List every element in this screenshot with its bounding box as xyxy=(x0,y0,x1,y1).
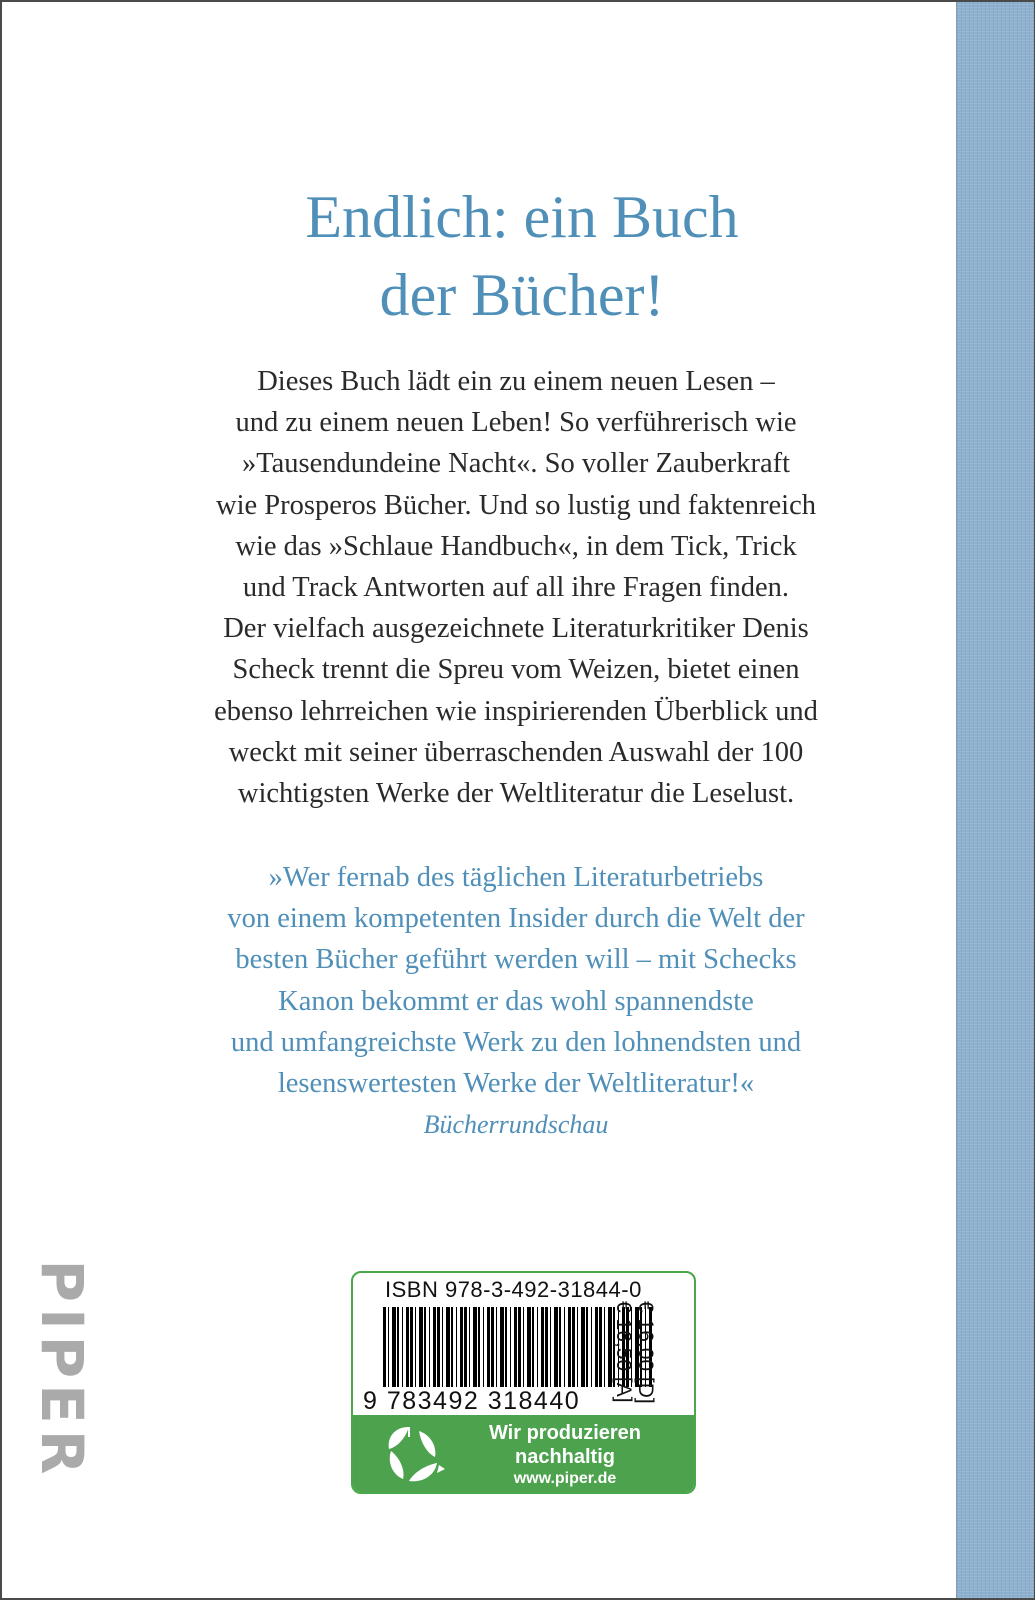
blurb-line: weckt mit seiner überraschenden Auswahl der 100 xyxy=(228,736,804,768)
quote-source: Bücherrundschau xyxy=(423,1110,609,1140)
headline-line: der Bücher! xyxy=(379,262,665,328)
blurb-line: Der vielfach ausgezeichnete Literaturkritiker Denis xyxy=(223,613,809,645)
quote-line: besten Bücher geführt werden will – mit Schecks xyxy=(235,944,797,976)
price-austria: € 16,50 [A] xyxy=(612,1301,635,1403)
recycle-leaves-icon xyxy=(379,1421,447,1487)
headline xyxy=(0,178,1035,334)
headline-line: Endlich: ein Buch xyxy=(305,184,739,250)
blurb-line: und Track Antworten auf all ihre Fragen finden. xyxy=(242,572,790,604)
blurb-text xyxy=(170,361,862,814)
eco-line-2: nachhaltig xyxy=(514,1446,615,1468)
blurb-line: »Tausendundeine Nacht«. So voller Zauberkraft xyxy=(241,448,791,480)
isbn-label: ISBN 978-3-492-31844-0 xyxy=(385,1277,642,1302)
blurb-line: wie das »Schlaue Handbuch«, in dem Tick, Trick xyxy=(235,530,797,562)
blurb-line: wie Prosperos Bücher. Und so lustig und faktenreich xyxy=(216,489,816,521)
blurb-line: und zu einem neuen Leben! So verführerisch wie xyxy=(235,407,797,439)
publisher-name: PIPER xyxy=(28,1259,96,1481)
quote-line: Kanon bekommt er das wohl spannendste xyxy=(278,985,754,1017)
blurb-line: Scheck trennt die Spreu vom Weizen, bietet einen xyxy=(232,654,800,686)
quote-line: lesenswertesten Werke der Weltliteratur!« xyxy=(277,1068,755,1100)
eco-line-1: Wir produzieren xyxy=(488,1422,642,1444)
quote-line: von einem kompetenten Insider durch die Welt der xyxy=(227,903,805,935)
review-quote xyxy=(170,857,862,1145)
eco-url: www.piper.de xyxy=(513,1470,617,1487)
ean-digits: 9 783492 318440 xyxy=(363,1387,581,1415)
quote-line: »Wer fernab des täglichen Literaturbetriebs xyxy=(268,862,764,893)
barcode-box xyxy=(351,1271,696,1494)
blurb-line: wichtigsten Werke der Weltliteratur die Leselust. xyxy=(237,778,795,810)
blurb-line: ebenso lehrreichen wie inspirierenden Überblick und xyxy=(214,695,818,727)
blurb-line: Dieses Buch lädt ein zu einem neuen Lesen – xyxy=(257,366,775,397)
price-germany: € 16,00 [D] xyxy=(634,1301,657,1404)
quote-line: und umfangreichste Werk zu den lohnendsten und xyxy=(230,1026,802,1058)
sustainability-badge xyxy=(353,1415,694,1492)
